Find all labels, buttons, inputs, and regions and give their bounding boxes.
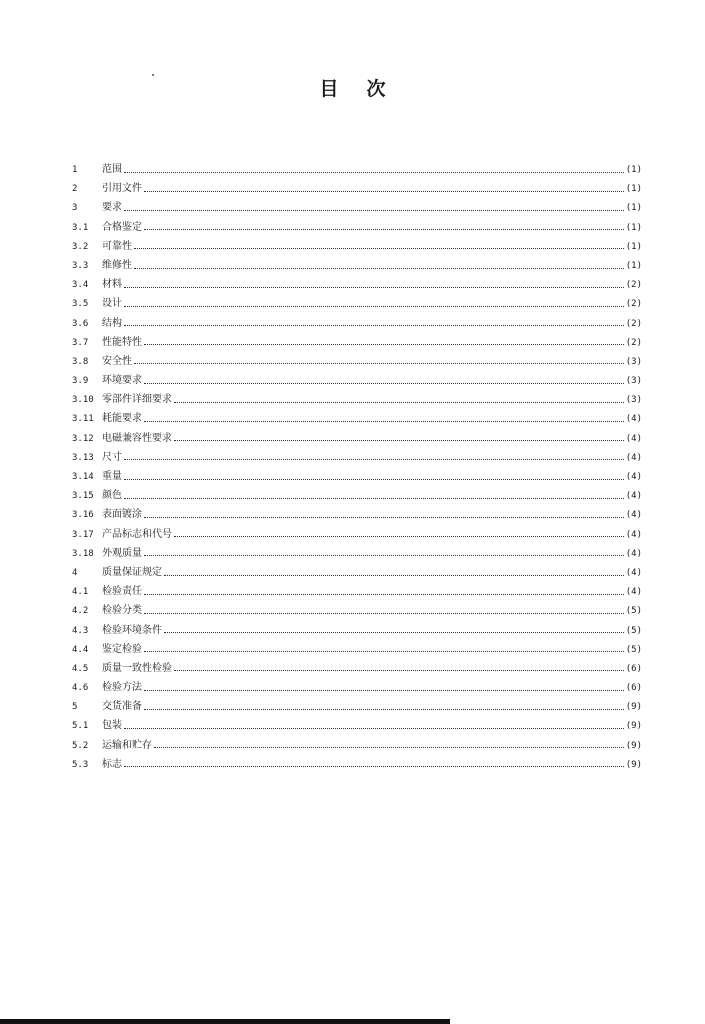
toc-entry: [72, 755, 642, 774]
toc-entry-page: (4): [625, 548, 642, 559]
toc-entry: [72, 409, 642, 428]
toc-entry-page: (4): [625, 452, 642, 463]
toc-entry-number: 3.7: [72, 337, 89, 348]
toc-entry-label: 性能特性: [102, 336, 142, 348]
dot-leader: [124, 202, 624, 214]
toc-entry-page: (6): [625, 683, 642, 694]
toc-entry-number: 3.10: [72, 395, 94, 406]
dot-leader: [124, 298, 624, 310]
toc-entry-label: 颜色: [102, 490, 122, 502]
toc-entry-number: 3.9: [72, 376, 89, 387]
toc-entry-label: 设计: [102, 298, 122, 310]
toc-entry-number: 3: [72, 203, 78, 214]
toc-entry-page: (2): [625, 337, 642, 348]
dot-leader: [154, 739, 624, 751]
toc-entry-label: 交货准备: [102, 701, 142, 713]
toc-entry-page: (4): [625, 414, 642, 425]
toc-entry: [72, 467, 642, 486]
toc-entry-label: 表面镀涂: [102, 509, 142, 521]
toc-entry-number: 3.5: [72, 299, 89, 310]
toc-entry: [72, 544, 642, 563]
toc-entry-label: 材料: [102, 279, 122, 291]
toc-entry-number: 3.17: [72, 529, 94, 540]
toc-entry-page: (6): [625, 663, 642, 674]
toc-entry-label: 引用文件: [102, 183, 142, 195]
toc-entry-label: 环境要求: [102, 375, 142, 387]
dot-leader: [174, 432, 624, 444]
toc-entry-number: 3.13: [72, 452, 94, 463]
toc-entry-number: 4.1: [72, 587, 89, 598]
toc-entry-label: 结构: [102, 317, 122, 329]
dot-leader: [174, 528, 624, 540]
toc-entry-label: 产品标志和代号: [102, 528, 172, 540]
toc-entry: [72, 621, 642, 640]
table-of-contents: [72, 160, 642, 774]
toc-entry-page: (4): [625, 433, 642, 444]
toc-entry-label: 运输和贮存: [102, 739, 152, 751]
toc-entry-label: 检验责任: [102, 586, 142, 598]
toc-entry-label: 质量一致性检验: [102, 662, 172, 674]
toc-entry-number: 3.1: [72, 222, 89, 233]
toc-entry-page: (1): [625, 260, 642, 271]
toc-entry: [72, 601, 642, 620]
dot-leader: [144, 413, 624, 425]
dot-leader: [144, 509, 624, 521]
toc-entry-number: 4.4: [72, 644, 89, 655]
toc-entry-number: 3.14: [72, 472, 94, 482]
toc-entry-number: 3.15: [72, 491, 94, 502]
toc-entry-page: (3): [625, 376, 642, 387]
dot-leader: [124, 720, 624, 732]
toc-entry: [72, 352, 642, 371]
toc-entry-label: 尺寸: [102, 451, 122, 463]
toc-entry: [72, 736, 642, 755]
toc-entry-page: (5): [625, 625, 642, 636]
toc-entry: [72, 198, 642, 217]
dot-leader: [164, 624, 624, 636]
toc-entry-page: (1): [625, 184, 642, 195]
toc-entry: [72, 237, 642, 256]
toc-entry: [72, 294, 642, 313]
dot-leader: [144, 375, 624, 387]
toc-entry-label: 外观质量: [102, 547, 142, 559]
dot-leader: [144, 586, 624, 598]
toc-entry-number: 5.1: [72, 721, 89, 732]
toc-entry-label: 可靠性: [102, 240, 132, 252]
toc-entry: [72, 697, 642, 716]
toc-entry: [72, 448, 642, 467]
dot-leader: [124, 317, 624, 329]
toc-entry-page: (4): [625, 567, 642, 578]
toc-entry: [72, 716, 642, 735]
toc-entry-label: 检验方法: [102, 682, 142, 694]
toc-entry: [72, 333, 642, 352]
toc-entry-page: (4): [625, 587, 642, 598]
toc-entry-label: 要求: [102, 202, 122, 214]
toc-entry-page: (2): [625, 299, 642, 310]
dot-leader: [164, 567, 624, 579]
toc-entry: [72, 256, 642, 275]
toc-entry: [72, 179, 642, 198]
toc-entry-label: 电磁兼容性要求: [102, 432, 172, 444]
toc-entry-number: 4.5: [72, 663, 89, 674]
dot-leader: [174, 394, 624, 406]
dot-leader: [134, 260, 624, 272]
dot-leader: [134, 355, 624, 367]
toc-entry-page: (1): [625, 165, 642, 175]
toc-entry-number: 4.6: [72, 683, 89, 694]
toc-entry-label: 质量保证规定: [102, 566, 162, 578]
toc-entry: [72, 563, 642, 582]
toc-entry-number: 4: [72, 567, 78, 578]
toc-entry-page: (2): [625, 280, 642, 291]
toc-entry-page: (3): [625, 395, 642, 406]
toc-entry-page: (9): [625, 721, 642, 732]
toc-entry: [72, 486, 642, 505]
toc-entry: [72, 582, 642, 601]
toc-entry-page: (4): [625, 472, 642, 482]
toc-entry-page: (9): [625, 740, 642, 751]
toc-entry-page: (9): [625, 759, 642, 770]
dot-leader: [144, 221, 624, 233]
toc-entry: [72, 429, 642, 448]
dot-leader: [144, 547, 624, 559]
toc-entry-page: (1): [625, 203, 642, 214]
toc-entry-label: 检验分类: [102, 605, 142, 617]
toc-entry-number: 2: [72, 184, 78, 195]
dot-leader: [144, 643, 624, 655]
toc-entry-number: 3.16: [72, 510, 94, 521]
toc-entry: [72, 275, 642, 294]
toc-entry: [72, 371, 642, 390]
toc-entry-label: 鉴定检验: [102, 643, 142, 655]
dot-leader: [124, 490, 624, 502]
toc-entry-label: 维修性: [102, 259, 132, 271]
toc-entry: [72, 505, 642, 524]
toc-entry: [72, 640, 642, 659]
toc-entry-number: 3.3: [72, 260, 89, 271]
toc-entry: [72, 390, 642, 409]
toc-entry-label: 包装: [102, 720, 122, 732]
toc-entry-label: 标志: [102, 758, 122, 770]
toc-entry-page: (9): [625, 702, 642, 713]
toc-entry-page: (1): [625, 241, 642, 252]
toc-entry-page: (4): [625, 510, 642, 521]
toc-entry: [72, 218, 642, 237]
dot-leader: [144, 605, 624, 617]
page-title: 目次: [319, 78, 414, 100]
toc-entry-number: 3.11: [72, 414, 94, 425]
toc-entry-label: 检验环境条件: [102, 624, 162, 636]
dot-leader: [144, 701, 624, 713]
dot-leader: [174, 662, 624, 674]
toc-entry-label: 合格鉴定: [102, 221, 142, 233]
toc-entry-number: 5.2: [72, 740, 89, 751]
toc-entry: [72, 160, 642, 179]
toc-entry-page: (5): [625, 644, 642, 655]
toc-entry: [72, 314, 642, 333]
dot-leader: [124, 471, 624, 483]
toc-entry-number: 3.12: [72, 433, 94, 444]
toc-entry: [72, 525, 642, 544]
toc-entry-label: 范围: [102, 164, 122, 175]
toc-entry-page: (3): [625, 356, 642, 367]
toc-entry-number: 4.3: [72, 625, 89, 636]
toc-entry: [72, 678, 642, 697]
toc-entry-number: 3.4: [72, 280, 89, 291]
toc-entry-number: 5.3: [72, 759, 89, 770]
dot-leader: [144, 336, 624, 348]
toc-entry-number: 3.2: [72, 241, 89, 252]
toc-entry-page: (5): [625, 606, 642, 617]
toc-entry-number: 3.8: [72, 356, 89, 367]
toc-entry-label: 零部件详细要求: [102, 394, 172, 406]
dot-leader: [144, 183, 624, 195]
toc-entry-number: 1: [72, 165, 78, 175]
toc-entry-number: 3.6: [72, 318, 89, 329]
toc-entry-number: 3.18: [72, 548, 94, 559]
toc-entry-page: (1): [625, 222, 642, 233]
dot-leader: [124, 758, 624, 770]
toc-entry-label: 耗能要求: [102, 413, 142, 425]
toc-entry-page: (4): [625, 529, 642, 540]
dot-leader: [124, 279, 624, 291]
dot-leader: [124, 164, 624, 176]
toc-entry-number: 4.2: [72, 606, 89, 617]
toc-entry-label: 重量: [102, 471, 122, 482]
toc-entry-page: (4): [625, 491, 642, 502]
dot-leader: [134, 240, 624, 252]
toc-entry: [72, 659, 642, 678]
dot-leader: [124, 451, 624, 463]
scan-edge-bar: [0, 1019, 450, 1024]
toc-entry-label: 安全性: [102, 355, 132, 367]
dot-leader: [144, 682, 624, 694]
toc-entry-number: 5: [72, 702, 78, 713]
toc-entry-page: (2): [625, 318, 642, 329]
